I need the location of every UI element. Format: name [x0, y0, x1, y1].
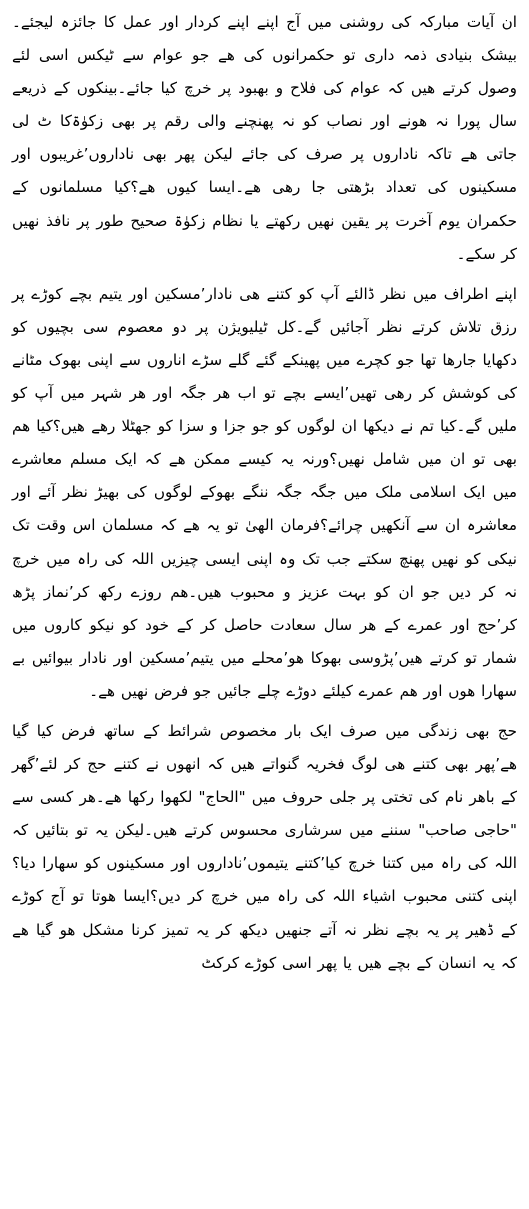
paragraph-orphans-and-poor: اپنے اطراف میں نظر ڈالئے آپ کو کتنے ھی نادار٬مسکین اور یتیم بچے کوڑے پر رزق تلاش کرتے نظر آجائیں گے۔کل ٹیلیویژن پر دو معصوم سی بچیوں کو دکھایا جارھا تھا جو کچرے میں پھینکے گئے گلے سڑے اناروں سے اپنی بھوک مٹانے کی کوشش کر رھی تھیں٬ایسے بچے تو اب ھر جگہ اور ھر شہر میں آپ کو ملیں گے۔کیا تم نے دیکھا ان لوگوں کو جو جزا و سزا کو جھٹلا رھے ھیں؟کیا ھم بھی تو ان میں شامل نھیں؟ورنہ یہ کیسے ممکن ھے کہ ایک مسلم معاشرے میں ایک اسلامی ملک میں جگہ جگہ ننگے بھوکے لوگوں کی بھیڑ نظر آئے اور معاشرہ ان سے آنکھیں چرائے؟فرمان الھیٰ تو یہ ھے کہ مسلمان اس وقت تک نیکی کو نھیں پھنچ سکتے جب تک وہ اپنی ایسی چیزیں اللہ کی راہ میں خرچ نہ کر دیں جو ان کو بہت عزیز و محبوب ھیں۔ھم روزے رکھ کر٬نماز پڑھ کر٬حج اور عمرے کے ھر سال سعادت حاصل کر کے خود کو نیکو کاروں میں شمار تو کرتے ھیں٬پڑوسی بھوکا ھو٬محلے میں یتیم٬مسکین اور نادار بیوائیں بے سھارا ھوں اور ھم عمرے کیلئے دوڑے چلے جائیں جو فرض نھیں ھے۔: [12, 284, 517, 700]
paragraph-zakat-accountability: ان آیات مبارکہ کی روشنی میں آج اپنے اپنے کردار اور عمل کا جائزہ لیجئے۔بیشک بنیادی ذمہ داری تو حکمرانوں کی ھے جو عوام سے ٹیکس اسی لئے وصول کرتے ھیں کہ عوام کی فلاح و بھبود پر خرچ کیا جائے۔بینکوں کے ذریعے سال پورا نہ ھونے اور نصاب کو نہ پھنچنے والی رقم پر بھی زکوٰۃکا ٹ لی جاتی ھے تاکہ ناداروں پر صرف کی جائے لیکن پھر بھی ناداروں٬غریبوں اور مسکینوں کی تعداد بڑھتی جا رھی ھے۔ایسا کیوں ھے؟کیا مسلمانوں کے حکمران یوم آخرت پر یقین نھیں رکھتے یا نظام زکوٰۃ صحیح طور پر نافذ نھیں کر سکے۔: [12, 13, 517, 263]
paragraph-hajj-pride: حج بھی زندگی میں صرف ایک بار مخصوص شرائط کے ساتھ فرض کیا گیا ھے٬پھر بھی کتنے ھی لوگ فخریہ گنواتے ھیں کہ انھوں نے کتنے حج کر لئے٬گھر کے باھر نام کی تختی پر جلی حروف میں "الحاج" لکھوا رکھا ھے۔ھر کسی سے "حاجی صاحب" سننے میں سرشاری محسوس کرتے ھیں۔لیکن یہ تو بتائیں کہ اللہ کی راہ میں کتنا خرچ کیا٬کتنے یتیموں٬ناداروں اور مسکینوں کو سھارا دیا؟اپنی کتنی محبوب اشیاء اللہ کی راہ میں خرچ کر دیں؟ایسا ھوتا تو آج کوڑے کے ڈھیر پر یہ بچے نظر نہ آتے جنھیں دیکھ کر یہ تمیز کرنا مشکل ھو گیا ھے کہ یہ انسان کے بچے ھیں یا پھر اسی کوڑے کرکٹ: [12, 721, 517, 972]
